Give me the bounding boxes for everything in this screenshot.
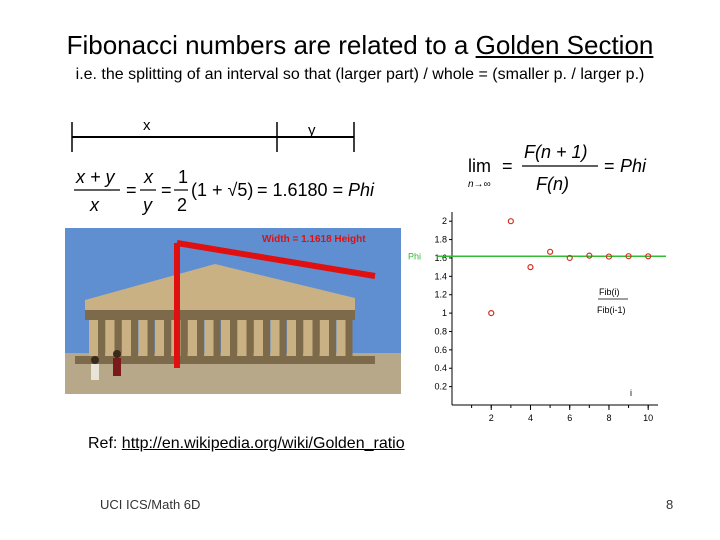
photo-entablature — [85, 310, 355, 320]
photo-column — [287, 320, 296, 356]
segment-y-label: y — [308, 122, 316, 139]
photo-column — [238, 320, 247, 356]
photo-person-1 — [113, 350, 121, 358]
limit-eq2: = — [604, 156, 615, 176]
photo-column-shade — [247, 320, 254, 356]
limit-formula — [462, 140, 662, 200]
limit-lim: lim — [468, 156, 491, 176]
segment-diagram — [60, 110, 370, 160]
limit-eq1: = — [502, 156, 513, 176]
formula-frac1-num: x + y — [76, 167, 115, 187]
page-number: 8 — [666, 497, 674, 512]
photo-column — [221, 320, 230, 356]
slide-title — [0, 30, 720, 61]
formula-frac2-num: x — [144, 167, 153, 187]
formula-eq2: = — [161, 180, 172, 200]
limit-phi: Phi — [620, 156, 647, 176]
chart-y-tick-label: 1.2 — [434, 289, 447, 300]
photo-caption: Width = 1.1618 Height — [262, 234, 366, 245]
chart-y-tick-label: 0.8 — [434, 326, 447, 337]
photo-column-shade — [131, 320, 138, 356]
photo-column — [254, 320, 263, 356]
formula-eq1: = — [126, 180, 137, 200]
chart-x-label: i — [630, 388, 632, 398]
photo-column — [271, 320, 280, 356]
photo-column-shade — [346, 320, 353, 356]
photo-column-shade — [214, 320, 221, 356]
photo-column-shade — [181, 320, 188, 356]
photo-column-shade — [263, 320, 270, 356]
chart-y-tick-label: 2 — [441, 216, 447, 227]
chart-point — [548, 249, 553, 254]
photo-person-2 — [91, 356, 99, 364]
chart-phi-label: Phi — [408, 251, 422, 262]
photo-column-shade — [313, 320, 320, 356]
formula-frac3-num: 1 — [178, 167, 189, 187]
photo-column — [205, 320, 214, 356]
slide-subtitle: i.e. the splitting of an interval so that (larger part) / whole = (smaller p. / larger p.) — [75, 66, 645, 83]
photo-column — [89, 320, 98, 356]
photo-column — [106, 320, 115, 356]
segment-x-label: x — [143, 117, 151, 134]
chart-point — [528, 265, 533, 270]
chart-x-tick-label: 4 — [527, 413, 533, 423]
photo-column-shade — [230, 320, 237, 356]
chart-point — [508, 219, 513, 224]
limit-num: F(n + 1) — [524, 142, 588, 162]
formula-frac2-den: y — [143, 195, 152, 215]
photo-column-shade — [296, 320, 303, 356]
chart-y-tick-label: 0.4 — [434, 363, 447, 374]
photo-column-shade — [280, 320, 287, 356]
chart-y-tick-label: 0.6 — [434, 344, 447, 355]
chart-x-tick-label: 10 — [643, 413, 654, 423]
golden-ratio-formula — [70, 163, 390, 219]
limit-den: F(n) — [536, 174, 569, 194]
photo-column — [304, 320, 313, 356]
formula-phi: Phi — [348, 180, 375, 200]
chart-y-tick-label: 1 — [441, 308, 447, 319]
chart-annotation-num: Fib(i) — [599, 287, 620, 297]
photo-column-shade — [197, 320, 204, 356]
chart-annotation-den: Fib(i-1) — [597, 305, 626, 315]
parthenon-photo — [65, 228, 401, 394]
photo-column — [122, 320, 131, 356]
title-prefix: Fibonacci numbers are related to a — [66, 30, 476, 60]
formula-paren: (1 + √5) — [191, 180, 254, 200]
chart-x-tick-label: 2 — [488, 413, 494, 423]
ref-link[interactable]: http://en.wikipedia.org/wiki/Golden_ratio — [121, 435, 405, 452]
title-golden-section: Golden Section — [475, 30, 654, 60]
chart-y-tick-label: 1.4 — [434, 271, 447, 282]
photo-column — [139, 320, 148, 356]
formula-value: = 1.6180 = — [257, 180, 344, 200]
photo-column-shade — [329, 320, 336, 356]
photo-column-shade — [98, 320, 105, 356]
fib-ratio-chart — [400, 200, 710, 425]
photo-person-1-body — [113, 358, 121, 376]
formula-frac1-den: x — [90, 195, 99, 215]
photo-column — [337, 320, 346, 356]
photo-person-2-body — [91, 364, 99, 380]
photo-column — [155, 320, 164, 356]
chart-y-tick-label: 1.8 — [434, 234, 447, 245]
photo-column — [188, 320, 197, 356]
limit-sub: n→∞ — [468, 179, 491, 190]
photo-column-shade — [148, 320, 155, 356]
formula-frac3-den: 2 — [177, 195, 188, 215]
chart-x-tick-label: 6 — [567, 413, 573, 423]
photo-column — [320, 320, 329, 356]
chart-x-tick-label: 8 — [606, 413, 612, 423]
reference — [88, 435, 405, 453]
photo-column-shade — [164, 320, 171, 356]
chart-point — [489, 311, 494, 316]
ref-prefix: Ref: — [88, 435, 122, 452]
footer-course: UCI ICS/Math 6D — [100, 497, 201, 512]
chart-y-tick-label: 0.2 — [434, 381, 447, 392]
chart-y-tick-label: 1.6 — [434, 252, 447, 263]
